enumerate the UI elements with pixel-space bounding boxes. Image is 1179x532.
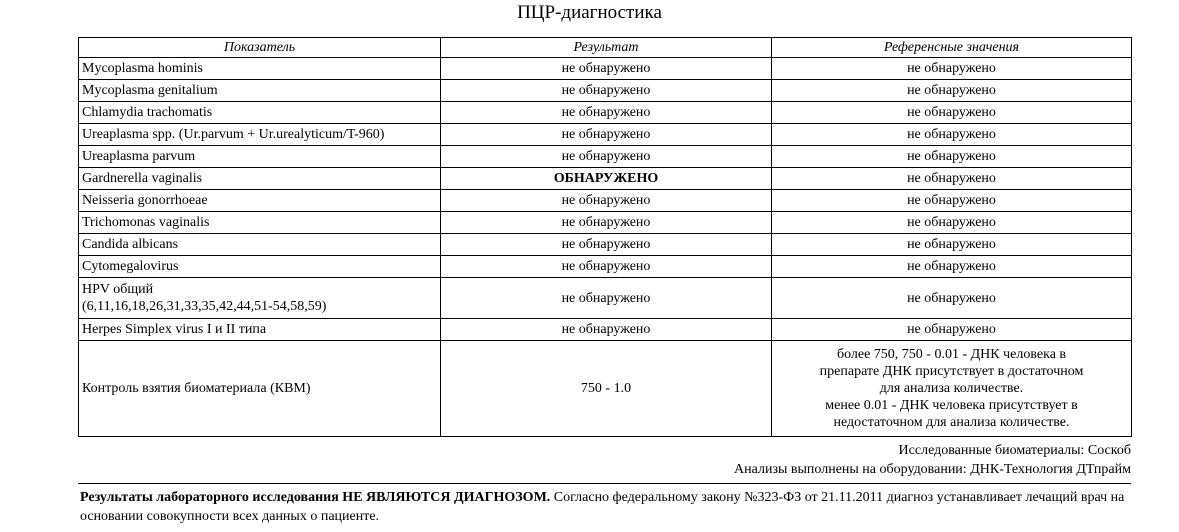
reference-cell [772,341,1132,437]
reference-cell: не обнаружено [772,256,1132,278]
indicator-cell [79,278,441,319]
result-cell: не обнаружено [441,212,772,234]
reference-cell: не обнаружено [772,319,1132,341]
reference-cell: не обнаружено [772,234,1132,256]
result-cell: не обнаружено [441,80,772,102]
indicator-line2: (6,11,16,18,26,31,33,35,42,44,51-54,58,59) [82,299,327,314]
table-header-row [79,38,1132,58]
table-row-control [79,341,1132,437]
disclaimer-bold: Результаты лабораторного исследования НЕ ЯВЛЯЮТСЯ ДИАГНОЗОМ. [80,490,551,505]
indicator-cell: Mycoplasma hominis [79,58,441,80]
reference-cell: не обнаружено [772,168,1132,190]
table-row [79,102,1132,124]
result-cell: не обнаружено [441,146,772,168]
reference-line: для анализа количестве. [879,381,1024,396]
table-row [79,58,1132,80]
indicator-cell: Ureaplasma parvum [79,146,441,168]
column-header-reference: Референсные значения [772,38,1132,58]
indicator-cell: Trichomonas vaginalis [79,212,441,234]
disclaimer [80,488,1130,526]
reference-cell: не обнаружено [772,190,1132,212]
table-row-herpes [79,319,1132,341]
table-row [79,168,1132,190]
indicator-cell: Cytomegalovirus [79,256,441,278]
table-row-hpv [79,278,1132,319]
reference-cell: не обнаружено [772,146,1132,168]
result-cell: 750 - 1.0 [441,341,772,437]
result-cell: не обнаружено [441,190,772,212]
equipment-note: Анализы выполнены на оборудовании: ДНК-Технология ДТпрайм [734,462,1131,477]
result-cell: не обнаружено [441,124,772,146]
reference-cell: не обнаружено [772,80,1132,102]
result-cell: не обнаружено [441,278,772,319]
disclaimer-text: Согласно федеральному закону №323-ФЗ от 21.11.2011 диагноз устанавливает лечащий врач на основании совокупности всех данных о пациенте. [80,490,1125,524]
indicator-cell: Neisseria gonorrhoeae [79,190,441,212]
table-row [79,80,1132,102]
result-cell: не обнаружено [441,256,772,278]
result-cell: не обнаружено [441,319,772,341]
table-row [79,256,1132,278]
reference-cell: не обнаружено [772,212,1132,234]
indicator-cell: Herpes Simplex virus I и II типа [79,319,441,341]
column-header-result: Результат [441,38,772,58]
table-row [79,146,1132,168]
result-cell: не обнаружено [441,102,772,124]
table-row [79,190,1132,212]
column-header-indicator: Показатель [79,38,441,58]
indicator-line1: HPV общий [82,282,154,297]
table-row [79,234,1132,256]
biomaterial-note: Исследованные биоматериалы: Соскоб [898,443,1131,458]
table-row [79,212,1132,234]
indicator-cell: Chlamydia trachomatis [79,102,441,124]
reference-cell: не обнаружено [772,102,1132,124]
indicator-cell: Gardnerella vaginalis [79,168,441,190]
result-cell: не обнаружено [441,234,772,256]
indicator-cell: Ureaplasma spp. (Ur.parvum + Ur.urealyticum/T-960) [79,124,441,146]
indicator-cell: Candida albicans [79,234,441,256]
reference-line: менее 0.01 - ДНК человека присутствует в [825,398,1078,413]
result-cell: ОБНАРУЖЕНО [441,168,772,190]
table-row [79,124,1132,146]
indicator-cell: Mycoplasma genitalium [79,80,441,102]
reference-cell: не обнаружено [772,278,1132,319]
indicator-cell: Контроль взятия биоматериала (КВМ) [79,341,441,437]
reference-line: препарате ДНК присутствует в достаточном [819,364,1084,379]
results-table [78,37,1132,437]
reference-cell: не обнаружено [772,58,1132,80]
reference-line: более 750, 750 - 0.01 - ДНК человека в [836,347,1067,362]
reference-cell: не обнаружено [772,124,1132,146]
result-cell: не обнаружено [441,58,772,80]
reference-line: недостаточном для анализа количестве. [833,415,1070,430]
page-title: ПЦР-диагностика [517,2,662,23]
divider [78,483,1131,484]
